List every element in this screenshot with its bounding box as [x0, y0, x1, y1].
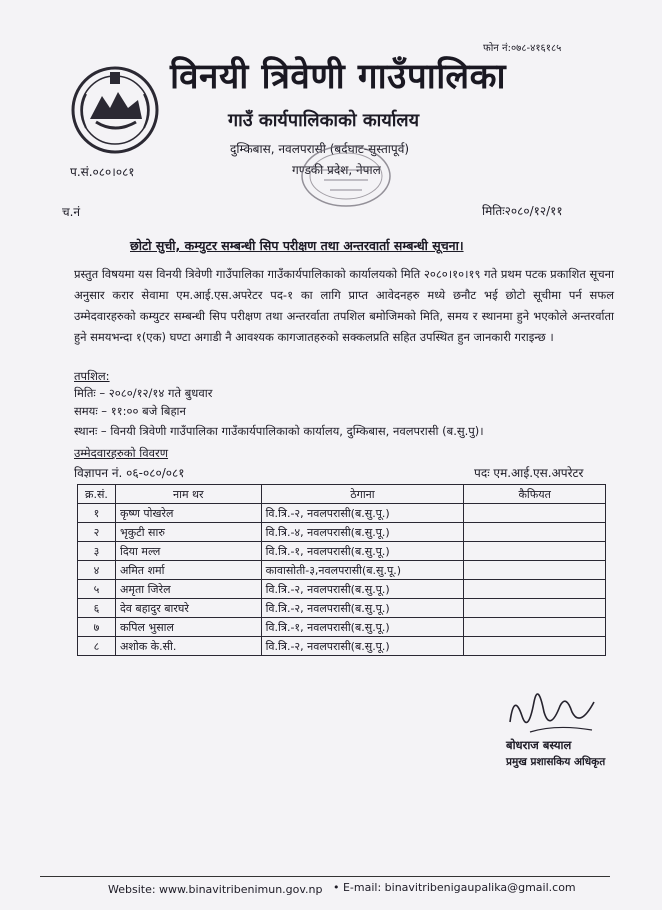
- phone-number: फोन नं:०७८-४१६१८५: [483, 43, 562, 54]
- cell-remarks: [464, 580, 606, 599]
- cell-address: वि.त्रि.-२, नवलपरासी(ब.सु.पू.): [261, 580, 464, 599]
- cell-address: वि.त्रि.-२, नवलपरासी(ब.सु.पू.): [261, 637, 464, 656]
- detail-time: समयः – ११:०० बजे बिहान: [74, 404, 186, 418]
- details-heading: तपशिल:: [74, 369, 110, 383]
- cell-sn: ५: [78, 580, 116, 599]
- cell-remarks: [464, 523, 606, 542]
- footer-website: Website: www.binavitribenimun.gov.np: [108, 883, 323, 896]
- municipality-emblem-icon: [68, 64, 162, 156]
- address-line-2: गण्डकी प्रदेश, नेपाल: [292, 163, 381, 177]
- table-row: [78, 637, 606, 656]
- cell-name: अमित शर्मा: [115, 561, 261, 580]
- advertisement-number: विज्ञापन नं. ०६-०८०/०८१: [74, 466, 185, 480]
- cell-remarks: [464, 504, 606, 523]
- cell-address: वि.त्रि.-१, नवलपरासी(ब.सु.पू.): [261, 542, 464, 561]
- issue-date: मितिः२०८०/१२/११: [482, 204, 563, 218]
- cell-sn: ८: [78, 637, 116, 656]
- table-row: [78, 580, 606, 599]
- cell-name: भृकुटी सारु: [115, 523, 261, 542]
- cell-name: अशोक के.सी.: [115, 637, 261, 656]
- cell-name: दिया मल्ल: [115, 542, 261, 561]
- cell-sn: ४: [78, 561, 116, 580]
- cell-name: देव बहादुर बारघरे: [115, 599, 261, 618]
- cell-name: कपिल भुसाल: [115, 618, 261, 637]
- column-header-remarks: कैफियत: [464, 485, 606, 504]
- chalani-number: च.नं: [62, 205, 81, 219]
- cell-sn: ६: [78, 599, 116, 618]
- post-name: पदः एम.आई.एस.अपरेटर: [474, 466, 584, 480]
- cell-remarks: [464, 561, 606, 580]
- cell-sn: १: [78, 504, 116, 523]
- cell-remarks: [464, 618, 606, 637]
- column-header-sn: क्र.सं.: [78, 485, 116, 504]
- table-row: [78, 523, 606, 542]
- page-title: विनयी त्रिवेणी गाउँपालिका: [170, 57, 507, 97]
- address-line-1: दुम्किबास, नवलपरासी (बर्दघाट-सुस्तापूर्व): [230, 142, 410, 156]
- cell-remarks: [464, 542, 606, 561]
- candidates-table: [77, 484, 606, 656]
- candidates-heading: उम्मेदवारहरुको विवरण: [74, 446, 169, 460]
- cell-sn: २: [78, 523, 116, 542]
- table-row: [78, 599, 606, 618]
- table-row: [78, 504, 606, 523]
- notice-heading: छोटो सुची, कम्युटर सम्बन्धी सिप परीक्षण तथा अन्तरवार्ता सम्बन्धी सूचना।: [130, 238, 464, 253]
- cell-remarks: [464, 637, 606, 656]
- column-header-address: ठेगाना: [261, 485, 464, 504]
- office-stamp-icon: [296, 140, 396, 212]
- cell-name: अमृता जिरेल: [115, 580, 261, 599]
- footer-email: • E-mail: binavitribenigaupalika@gmail.com: [333, 881, 576, 894]
- cell-address: वि.त्रि.-४, नवलपरासी(ब.सु.पू.): [261, 523, 464, 542]
- signatory-title: प्रमुख प्रशासकिय अधिकृत: [506, 756, 606, 768]
- cell-address: वि.त्रि.-२, नवलपरासी(ब.सु.पू.): [261, 504, 464, 523]
- table-header-row: [78, 485, 606, 504]
- table-row: [78, 542, 606, 561]
- cell-address: कावासोती-३,नवलपरासी(ब.सु.पू.): [261, 561, 464, 580]
- table-row: [78, 618, 606, 637]
- reference-number: प.सं.०८०।०८१: [70, 165, 135, 179]
- footer-divider: [40, 876, 610, 877]
- table-row: [78, 561, 606, 580]
- cell-sn: ३: [78, 542, 116, 561]
- notice-body: प्रस्तुत विषयमा यस विनयी त्रिवेणी गाउँपालिका गाउँकार्यपालिकाको कार्यालयको मिति २०८०।१०।१९ गते प्रथम पटक प्रकाशित सूचना अनुसार करार सेवामा एम.आई.एस.अपरेटर पद-१ का लागि प्राप्त आवेदनहरु मध्ये छनौट भई छोटो सूचीमा पर्न सफल उम्मेदवारहरुको कम्युटर सम्बन्धी सिप परीक्षण तथा अन्तरर्वाता तपशिल बमोजिमको मिति, समय र स्थानमा हुने भएकोले अन्तरर्वाता हुने समयभन्दा १(एक) घण्टा अगाडी नै आवश्यक कागजातहरुको सक्कलप्रति सहित उपस्थित हुन जानकारी गराइन्छ ।: [74, 267, 614, 344]
- cell-address: वि.त्रि.-२, नवलपरासी(ब.सु.पू.): [261, 599, 464, 618]
- office-subtitle: गाउँ कार्यपालिकाको कार्यालय: [228, 110, 420, 131]
- column-header-name: नाम थर: [115, 485, 261, 504]
- cell-sn: ७: [78, 618, 116, 637]
- detail-date: मितिः – २०८०/१२/१४ गते बुधवार: [74, 386, 213, 400]
- cell-address: वि.त्रि.-१, नवलपरासी(ब.सु.पू.): [261, 618, 464, 637]
- signatory-name: बोधराज बस्याल: [506, 738, 572, 752]
- cell-remarks: [464, 599, 606, 618]
- detail-place: स्थानः – विनयी त्रिवेणी गाउँपालिका गाउँकार्यपालिकाको कार्यालय, दुम्किबास, नवलपरासी (ब.सु.पु)।: [74, 424, 484, 438]
- cell-name: कृष्ण पोखरेल: [115, 504, 261, 523]
